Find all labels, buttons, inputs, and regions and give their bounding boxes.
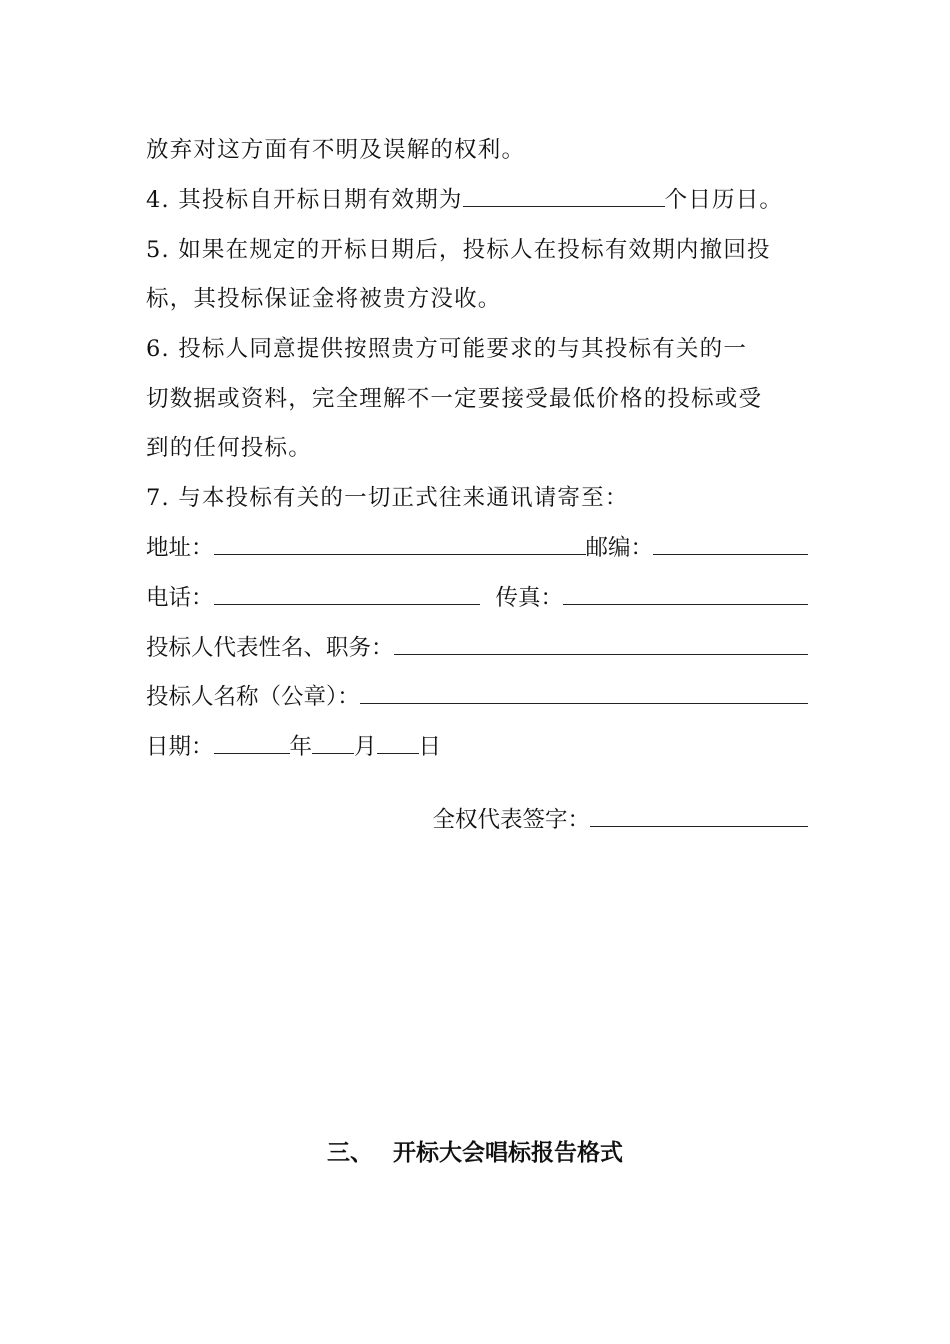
line-text: 放弃对这方面有不明及误解的权利。: [146, 137, 526, 163]
validity-period-line: [146, 180, 808, 220]
paragraph-line: [146, 428, 808, 468]
postcode-label: 邮编：: [585, 535, 654, 561]
paragraph-line: [146, 379, 808, 419]
validity-suffix: 个日历日。: [664, 187, 784, 213]
line-text: 7. 与本投标有关的一切正式往来通讯请寄至：: [146, 485, 629, 511]
fax-blank[interactable]: [563, 579, 808, 605]
paragraph-line: [146, 329, 808, 369]
phone-label: 电话：: [146, 585, 214, 611]
validity-days-blank[interactable]: [463, 181, 665, 207]
day-blank[interactable]: [377, 728, 419, 754]
year-label: 年: [289, 734, 313, 760]
paragraph-line: [146, 279, 808, 319]
section-heading: [0, 1133, 950, 1173]
line-text: 6. 投标人同意提供按照贵方可能要求的与其投标有关的一: [146, 336, 748, 362]
month-label: 月: [354, 734, 377, 760]
year-blank[interactable]: [214, 728, 290, 754]
phone-fax-row: [146, 578, 808, 618]
representative-label: 投标人代表性名、职务：: [146, 635, 394, 661]
month-blank[interactable]: [312, 728, 354, 754]
section-title: 开标大会唱标报告格式: [393, 1140, 623, 1166]
date-label: 日期：: [146, 734, 214, 760]
section-number: 三、: [327, 1140, 373, 1166]
representative-row: [146, 628, 808, 668]
fax-label: 传真：: [495, 585, 564, 611]
day-label: 日: [418, 734, 442, 760]
bidder-name-row: [146, 677, 808, 717]
line-text: 切数据或资料，完全理解不一定要接受最低价格的投标或受: [146, 386, 763, 412]
signature-label: 全权代表签字：: [432, 807, 590, 833]
bidder-name-blank[interactable]: [360, 678, 808, 704]
address-row: [146, 528, 808, 568]
line-text: 标，其投标保证金将被贵方没收。: [146, 286, 502, 312]
validity-prefix: 4. 其投标自开标日期有效期为: [146, 187, 463, 213]
bidder-name-label: 投标人名称（公章）：: [146, 684, 360, 710]
line-text: 到的任何投标。: [146, 435, 312, 461]
paragraph-line: [146, 478, 808, 518]
representative-blank[interactable]: [394, 629, 808, 655]
postcode-blank[interactable]: [653, 529, 808, 555]
address-blank[interactable]: [214, 529, 586, 555]
phone-blank[interactable]: [214, 579, 480, 605]
date-row: [146, 727, 808, 767]
signature-row: [432, 800, 808, 840]
line-text: 5. 如果在规定的开标日期后，投标人在投标有效期内撤回投: [146, 237, 771, 263]
paragraph-line: [146, 230, 808, 270]
address-label: 地址：: [146, 535, 214, 561]
signature-blank[interactable]: [590, 801, 808, 827]
paragraph-line: [146, 130, 808, 170]
